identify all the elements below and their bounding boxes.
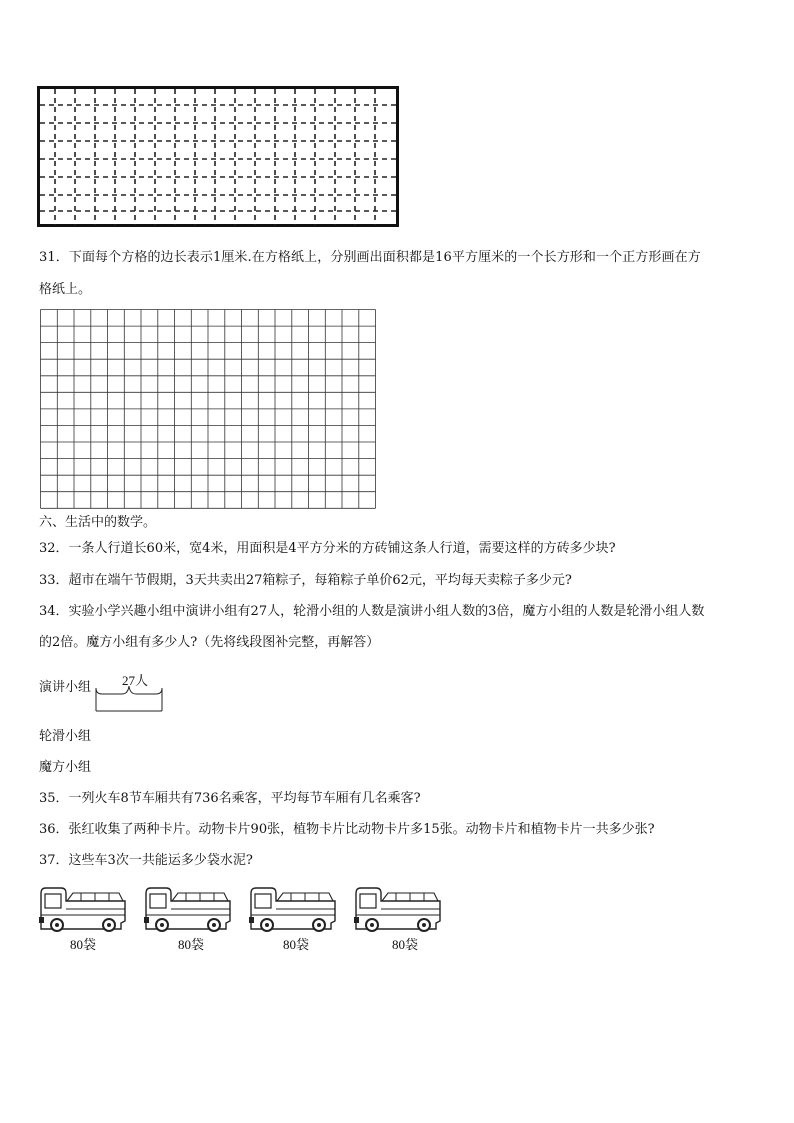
truck-icon bbox=[142, 885, 234, 933]
speech-group-label: 演讲小组 bbox=[39, 680, 92, 695]
truck-4-label: 80袋 bbox=[392, 937, 419, 952]
truck-3-label: 80袋 bbox=[283, 937, 310, 952]
question-35: 35．一列火车8节车厢共有736名乘客，平均每节车厢有几名乘客? bbox=[39, 791, 421, 806]
question-34-line1: 34．实验小学兴趣小组中演讲小组有27人，轮滑小组的人数是演讲小组人数的3倍，魔方小组的人数是轮滑小组人数 bbox=[39, 604, 705, 619]
cube-group-label: 魔方小组 bbox=[39, 760, 92, 775]
square-grid-paper bbox=[40, 309, 378, 511]
question-36: 36．张红收集了两种卡片。动物卡片90张，植物卡片比动物卡片多15张。动物卡片和植物卡片一共多少张? bbox=[39, 822, 655, 837]
truck-icon bbox=[352, 885, 444, 933]
question-31-line2: 格纸上。 bbox=[39, 282, 92, 297]
truck-1 bbox=[37, 885, 131, 952]
skating-group-label: 轮滑小组 bbox=[39, 729, 92, 744]
truck-4 bbox=[352, 885, 446, 952]
question-31-line1: 31．下面每个方格的边长表示1厘米.在方格纸上，分别画出面积都是16平方厘米的一个长方形和一个正方形画在方 bbox=[39, 250, 701, 265]
truck-icon bbox=[37, 885, 129, 933]
truck-icon bbox=[247, 885, 339, 933]
speech-segment-brace bbox=[94, 684, 164, 714]
question-37: 37．这些车3次一共能运多少袋水泥? bbox=[39, 853, 253, 868]
speech-count-label: 27人 bbox=[122, 673, 149, 688]
truck-3 bbox=[247, 885, 341, 952]
question-33: 33．超市在端午节假期，3天共卖出27箱粽子，每箱粽子单价62元，平均每天卖粽子多少元? bbox=[39, 573, 572, 588]
truck-2-label: 80袋 bbox=[178, 937, 205, 952]
dashed-grid-figure bbox=[37, 86, 401, 228]
question-32: 32．一条人行道长60米，宽4米，用面积是4平方分米的方砖铺这条人行道，需要这样的方砖多少块? bbox=[39, 541, 616, 556]
truck-1-label: 80袋 bbox=[70, 937, 97, 952]
section-6-title: 六、生活中的数学。 bbox=[39, 515, 157, 530]
truck-2 bbox=[142, 885, 236, 952]
question-34-line2: 的2倍。魔方小组有多少人?（先将线段图补完整，再解答） bbox=[39, 635, 380, 650]
